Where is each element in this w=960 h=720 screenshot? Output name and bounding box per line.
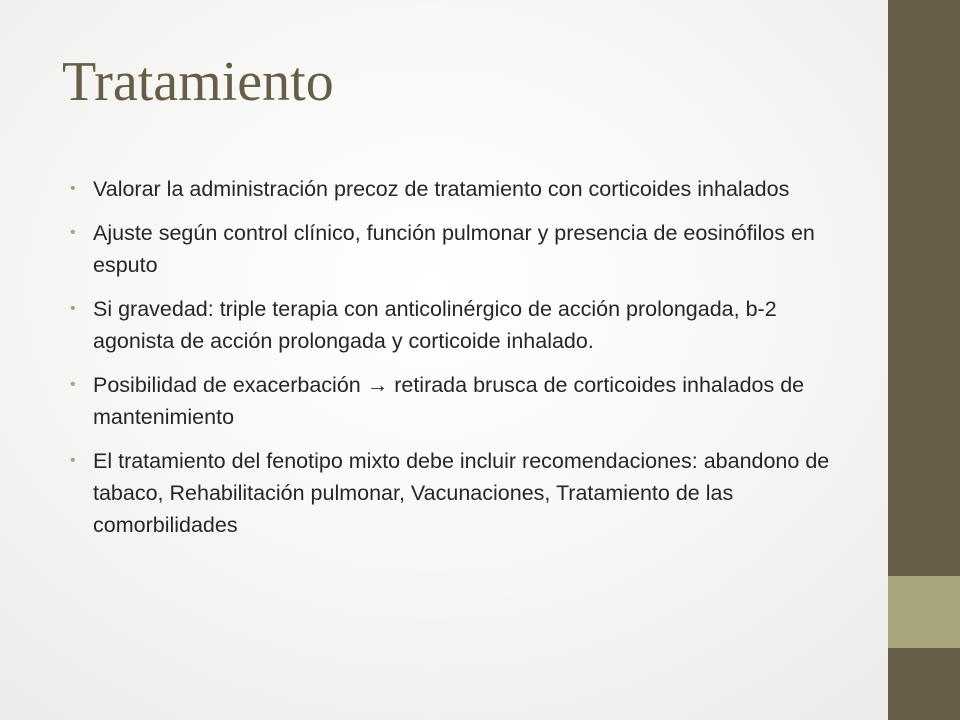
bullet-icon: • (70, 224, 76, 241)
bullet-item (70, 369, 830, 433)
bullet-text: Si gravedad: triple terapia con anticolinérgico de acción prolongada, b-2 agonista de acción prolongada y corticoide inhalado. (93, 297, 777, 353)
bullet-item (70, 293, 830, 357)
slide-title: Tratamiento (62, 51, 334, 113)
bullet-icon: • (70, 180, 76, 197)
bullet-list (70, 173, 830, 553)
bullet-text: Valorar la administración precoz de tratamiento con corticoides inhalados (93, 177, 790, 201)
bullet-icon: • (70, 376, 76, 393)
right-arrow-icon: → (366, 373, 389, 397)
bullet-icon: • (70, 452, 76, 469)
decorative-sidebar-accent (888, 576, 960, 648)
bullet-item (70, 217, 830, 281)
bullet-icon: • (70, 300, 76, 317)
bullet-item (70, 445, 830, 541)
bullet-text: El tratamiento del fenotipo mixto debe incluir recomendaciones: abandono de tabaco, Rehabilitación pulmonar, Vacunaciones, Tratamiento de las comorbilidades (93, 449, 830, 537)
bullet-text-after-arrow: retirada brusca de corticoides inhalados de mantenimiento (93, 373, 805, 429)
bullet-text-before-arrow: Posibilidad de exacerbación (93, 373, 361, 397)
bullet-text: Ajuste según control clínico, función pulmonar y presencia de eosinófilos en esputo (93, 221, 815, 277)
bullet-item (70, 173, 830, 205)
